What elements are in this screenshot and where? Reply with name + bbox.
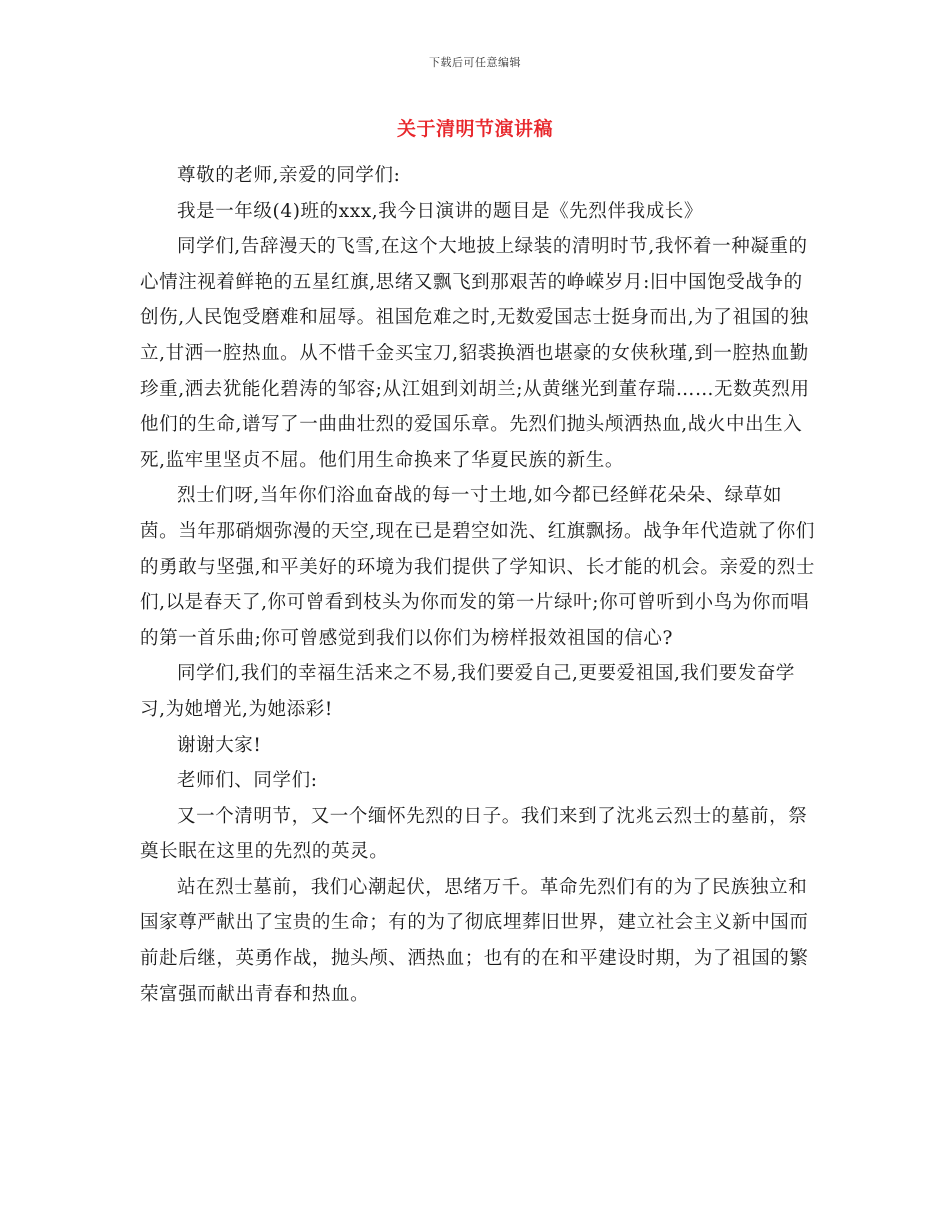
paragraph-history: 同学们,告辞漫天的飞雪,在这个大地披上绿装的清明时节,我怀着一种凝重的心情注视着鲜艳的五星红旗,思绪又飘飞到那艰苦的峥嵘岁月:旧中国饱受战争的创伤,人民饱受磨难和屈辱。祖国危难之时,无数爱国志士挺身而出,为了祖国的独立,甘洒一腔热血。从不惜千金买宝刀,貂裘换酒也堪豪的女侠秋瑾,到一腔热血勤珍重,洒去犹能化碧涛的邹容;从江姐到刘胡兰;从黄继光到董存瑞……无数英烈用他们的生命,谱写了一曲曲壮烈的爱国乐章。先烈们抛头颅洒热血,战火中出生入死,监牢里坚贞不屈。他们用生命换来了华夏民族的新生。: [140, 236, 810, 471]
paragraph-thanks: 谢谢大家!: [177, 734, 262, 756]
paragraph-qingming: 又一个清明节，又一个缅怀先烈的日子。我们来到了沈兆云烈士的墓前，祭奠长眠在这里的先烈的英灵。: [140, 805, 808, 863]
paragraph-tomb: 站在烈士墓前，我们心潮起伏，思绪万千。革命先烈们有的为了民族独立和国家尊严献出了宝贵的生命；有的为了彻底埋葬旧世界，建立社会主义新中国而前赴后继，英勇作战，抛头颅、洒热血；也有的在和平建设时期，为了祖国的繁荣富强而献出青春和热血。: [140, 876, 809, 1005]
paragraph-second-greeting: 老师们、同学们:: [177, 770, 318, 792]
paragraph-greeting: 尊敬的老师,亲爱的同学们:: [177, 165, 401, 186]
speech-body: [140, 158, 820, 1012]
header-note: 下载后可任意编辑: [429, 56, 521, 69]
paragraph-martyrs: 烈士们呀,当年你们浴血奋战的每一寸土地,如今都已经鲜花朵朵、绿草如茵。当年那硝烟弥漫的天空,现在已是碧空如洗、红旗飘扬。战争年代造就了你们的勇敢与坚强,和平美好的环境为我们提供了学知识、长才能的机会。亲爱的烈士们,以是春天了,你可曾看到枝头为你而发的第一片绿叶;你可曾听到小鸟为你而唱的第一首乐曲;你可曾感觉到我们以你们为榜样报效祖国的信心?: [140, 485, 815, 649]
document-title: 关于清明节演讲稿: [396, 118, 553, 140]
paragraph-intro: 我是一年级(4)班的xxx,我今日演讲的题目是《先烈伴我成长》: [177, 200, 703, 222]
paragraph-call-to-action: 同学们,我们的幸福生活来之不易,我们要爱自己,更要爱祖国,我们要发奋学习,为她增光,为她添彩!: [140, 663, 796, 720]
